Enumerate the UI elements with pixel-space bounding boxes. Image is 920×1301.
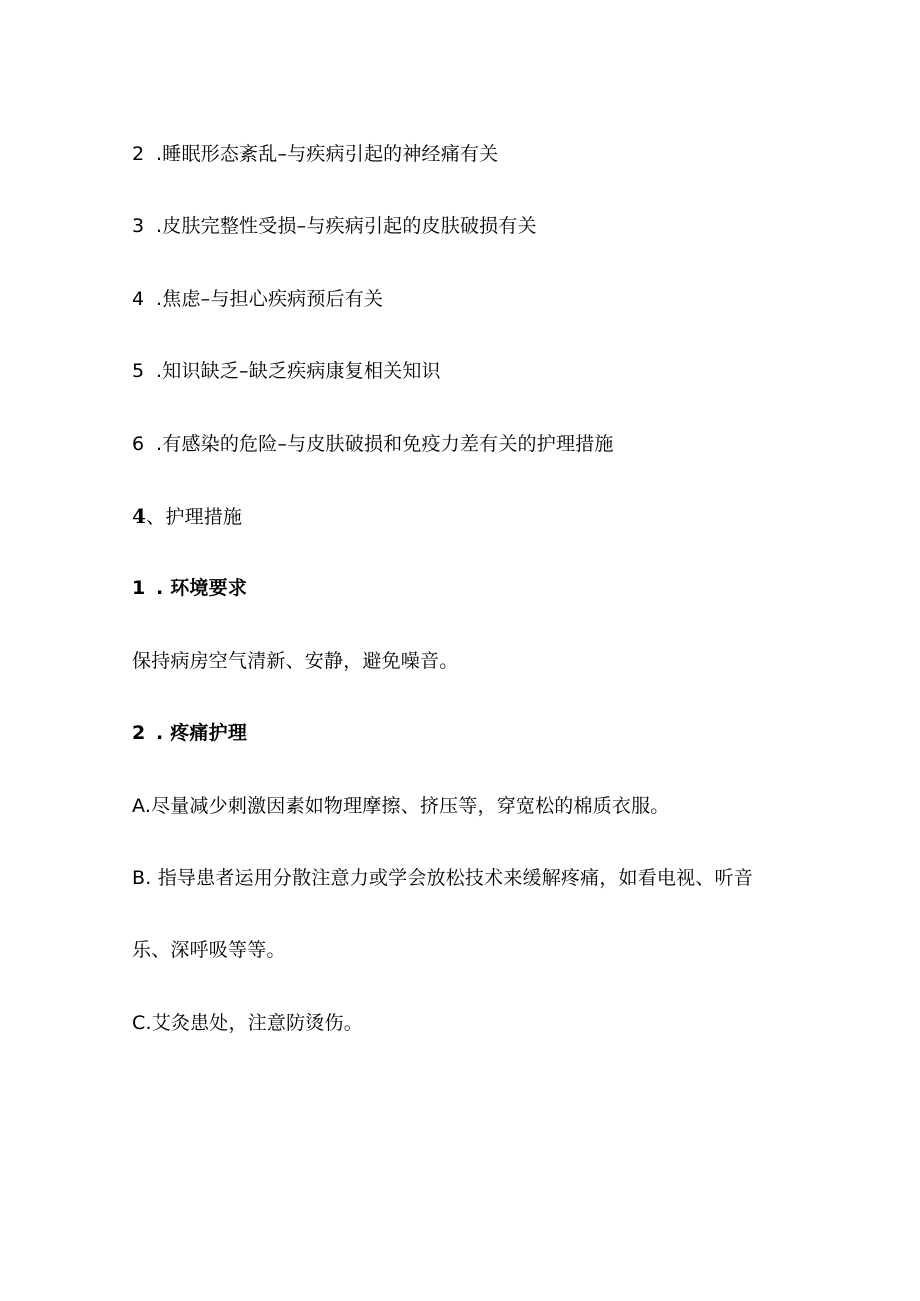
subsection-heading-environment bbox=[132, 576, 247, 600]
diagnosis-line bbox=[132, 359, 441, 383]
diagnosis-number: 5 bbox=[132, 360, 145, 382]
diagnosis-text: .知识缺乏–缺乏疾病康复相关知识 bbox=[156, 360, 441, 382]
subsection-title: . 疼痛护理 bbox=[156, 722, 248, 744]
subsection-number: 2 bbox=[132, 722, 146, 744]
diagnosis-text: .睡眠形态紊乱–与疾病引起的神经痛有关 bbox=[156, 143, 499, 165]
diagnosis-text: .有感染的危险–与皮肤破损和免疫力差有关的护理措施 bbox=[156, 433, 614, 455]
diagnosis-text: .焦虑–与担心疾病预后有关 bbox=[156, 288, 384, 310]
section-title: 护理措施 bbox=[165, 506, 243, 528]
diagnosis-number: 3 bbox=[132, 215, 145, 237]
section-heading bbox=[132, 504, 242, 529]
diagnosis-line bbox=[132, 142, 498, 166]
subsection-heading-pain bbox=[132, 721, 247, 745]
diagnosis-line bbox=[132, 214, 537, 238]
diagnosis-line bbox=[132, 432, 614, 456]
subsection-title: . 环境要求 bbox=[156, 577, 248, 599]
paragraph: B. 指导患者运用分散注意力或学会放松技术来缓解疼痛，如看电视、听音 bbox=[132, 867, 753, 889]
diagnosis-number: 2 bbox=[132, 143, 145, 165]
diagnosis-number: 6 bbox=[132, 433, 145, 455]
diagnosis-text: .皮肤完整性受损–与疾病引起的皮肤破损有关 bbox=[156, 215, 537, 237]
diagnosis-number: 4 bbox=[132, 288, 145, 310]
paragraph: 保持病房空气清新、安静，避免噪音。 bbox=[132, 650, 459, 672]
paragraph: A.尽量减少刺激因素如物理摩擦、挤压等，穿宽松的棉质衣服。 bbox=[132, 795, 670, 817]
paragraph: 乐、深呼吸等等。 bbox=[132, 939, 286, 961]
paragraph: C.艾灸患处，注意防烫伤。 bbox=[132, 1012, 363, 1034]
subsection-number: 1 bbox=[132, 577, 146, 599]
section-separator: 、 bbox=[146, 506, 166, 528]
section-number: 4 bbox=[132, 504, 147, 528]
diagnosis-line bbox=[132, 287, 383, 311]
